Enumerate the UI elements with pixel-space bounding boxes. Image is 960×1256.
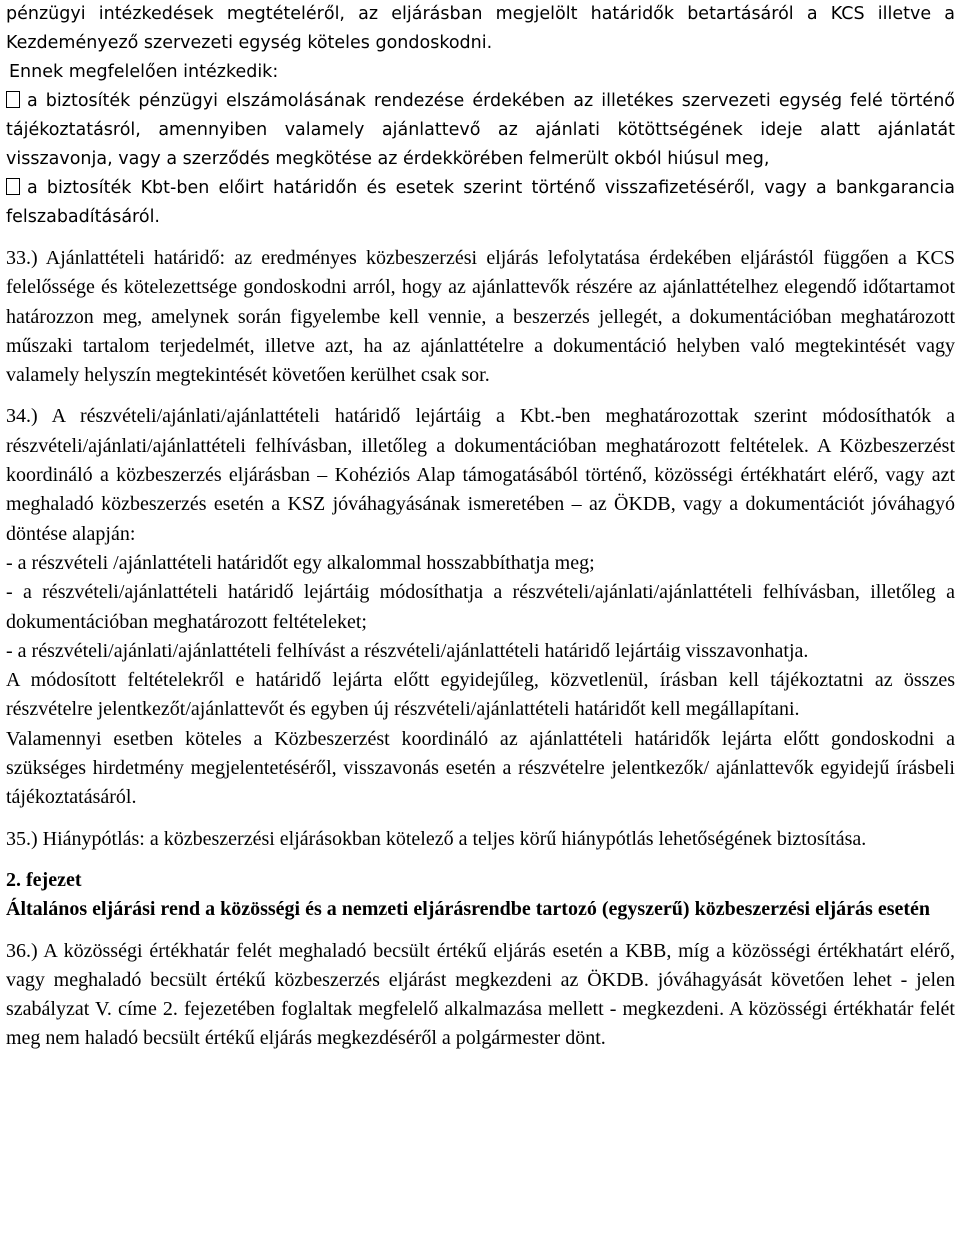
checkbox-bullet-icon [6,178,20,195]
document-page [6,0,955,1054]
section-33-text: 33.) Ajánlattételi határidő: az eredményes közbeszerzési eljárás lefolytatása érdekében eljárástól függően a KCS felelőssége és kötelezettsége gondoskodni arról, hogy az ajánlattevők részére az ajánlattételhez elegendő időtartamot határozzon meg, amelynek során figyelembe kell vennie, a beszerzés jellegét, a dokumentációban meghatározott műszaki tartalom terjedelmét, illetve azt, ha az ajánlattételre a dokumentáció helyben való megtekintését vagy valamely helyszín megtekintését követően kerülhet csak sor. [6,247,955,387]
intro-lead: Ennek megfelelően intézkedik: [9,62,279,82]
chapter-number: 2. fejezet [6,868,82,891]
section-36 [6,937,955,1054]
section-35 [6,825,955,854]
section-36-text: 36.) A közösségi értékhatár felét meghaladó becsült értékű eljárás esetén a KBB, míg a közösségi értékhatárt elérő, vagy meghaladó becsült értékű közbeszerzés eljárást megkezdeni az ÖKDB. jóváhagyását követően lehet - jelen szabályzat V. címe 2. fejezetében foglaltak megfelelő alkalmazása mellett - megkezdeni. A közösségi értékhatár felét meg nem haladó becsült értékű eljárás megkezdéséről a polgármester dönt. [6,939,955,1050]
bullet-item [6,87,955,174]
section-33 [6,244,955,390]
section-34-list-item: - a részvételi /ajánlattételi határidőt egy alkalommal hosszabbíthatja meg; [6,551,595,574]
intro-block [6,0,955,232]
intro-paragraph: pénzügyi intézkedések megtételéről, az eljárásban megjelölt határidők betartásáról a KCS illetve a Kezdeményező szervezeti egység köteles gondoskodni. [6,4,955,53]
section-34-paragraph: A módosított feltételekről e határidő lejárta előtt egyidejűleg, közvetlenül, írásban kell tájékoztatni az összes részvételre jelentkezőt/ajánlattevőt és egyben új részvételi/ajánlattételi határidőt kell megállapítani. [6,669,955,721]
bullet-text: a biztosíték Kbt-ben előirt határidőn és esetek szerint történő visszafizetéséről, vagy a bankgarancia felszabadításáról. [6,178,955,227]
bullet-text: a biztosíték pénzügyi elszámolásának rendezése érdekében az illetékes szervezeti egység felé történő tájékoztatásról, amennyiben valamely ajánlattevő az ajánlati kötöttségének ideje alatt ajánlatát visszavonja, vagy a szerződés megkötése az érdekkörében felmerült okból hiúsul meg, [6,91,955,169]
section-34 [6,402,955,812]
section-35-text: 35.) Hiánypótlás: a közbeszerzési eljárásokban kötelező a teljes körű hiánypótlás lehetőségének biztosítása. [6,827,867,850]
section-34-list-item: - a részvételi/ajánlati/ajánlattételi felhívást a részvételi/ajánlattételi határidő lejártáig visszavonhatja. [6,639,809,662]
checkbox-bullet-icon [6,91,20,108]
chapter-heading [6,866,955,925]
chapter-title: Általános eljárási rend a közösségi és a nemzeti eljárásrendbe tartozó (egyszerű) közbeszerzési eljárás esetén [6,898,931,921]
section-34-paragraph: Valamennyi esetben köteles a Közbeszerzést koordináló az ajánlattételi határidők lejárta előtt gondoskodni a szükséges hirdetmény megjelentetéséről, visszavonás esetén a részvételre jelentkezők/ ajánlattevők egyidejű írásbeli tájékoztatásáról. [6,727,955,809]
bullet-item [6,174,955,232]
section-34-paragraph: 34.) A részvételi/ajánlati/ajánlattételi határidő lejártáig a Kbt.-ben meghatározottak szerint módosíthatók a részvételi/ajánlati/ajánlattételi felhívásban, illetőleg a dokumentációban meghatározott feltételek. A Közbeszerzést koordináló a közbeszerzés eljárásban – Kohéziós Alap támogatásából történő, közösségi értékhatárt elérő, vagy azt meghaladó közbeszerzés esetén a KSZ jóváhagyásának ismeretében – az ÖKDB, vagy a dokumentációt jóváhagyó döntése alapján: [6,405,955,545]
section-34-list-item: - a részvételi/ajánlattételi határidő lejártáig módosíthatja a részvételi/ajánlati/ajánlattételi felhívásban, illetőleg a dokumentációban meghatározott feltételeket; [6,581,955,633]
